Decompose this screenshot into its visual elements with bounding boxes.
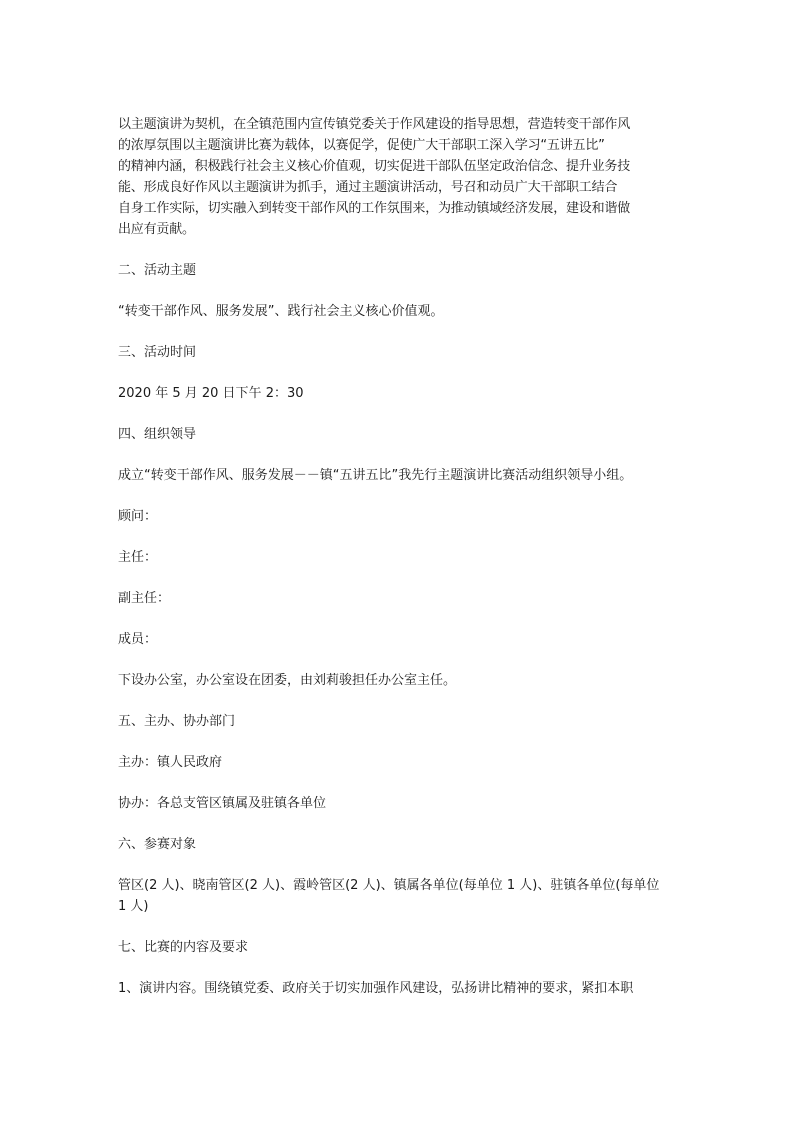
section-heading-departments: 五、主办、协办部门 bbox=[118, 714, 236, 729]
participants-line: 1 人) bbox=[118, 899, 149, 914]
cohost-text: 协办：各总支管区镇属及驻镇各单位 bbox=[118, 796, 327, 811]
members-label: 成员： bbox=[118, 632, 158, 647]
deputy-director-label: 副主任： bbox=[118, 591, 171, 606]
participants-line: 管区(2 人)、晓南管区(2 人)、霞岭管区(2 人)、镇属各单位(每单位 1 人)、驻镇各单位(每单位 bbox=[118, 878, 660, 893]
section-heading-content: 七、比赛的内容及要求 bbox=[118, 940, 249, 955]
intro-line: 的精神内涵，积极践行社会主义核心价值观，切实促进干部队伍坚定政治信念、提升业务技 bbox=[118, 159, 631, 174]
participants-text bbox=[118, 875, 678, 917]
intro-paragraph bbox=[118, 114, 678, 240]
intro-line: 以主题演讲为契机，在全镇范围内宣传镇党委关于作风建设的指导思想，营造转变干部作风 bbox=[118, 117, 631, 132]
adviser-label: 顾问： bbox=[118, 509, 158, 524]
office-note: 下设办公室，办公室设在团委，由刘莉骏担任办公室主任。 bbox=[118, 673, 457, 688]
director-label: 主任： bbox=[118, 550, 158, 565]
intro-line: 自身工作实际，切实融入到转变干部作风的工作氛围来，为推动镇域经济发展，建设和谐做 bbox=[118, 201, 631, 216]
intro-line: 的浓厚氛围以主题演讲比赛为载体，以赛促学，促使广大干部职工深入学习“五讲五比” bbox=[118, 138, 605, 153]
content-item-1: 1、演讲内容。围绕镇党委、政府关于切实加强作风建设，弘扬讲比精神的要求，紧扣本职 bbox=[118, 981, 634, 996]
section-heading-leadership: 四、组织领导 bbox=[118, 427, 197, 442]
section-heading-participants: 六、参赛对象 bbox=[118, 837, 197, 852]
document-page bbox=[118, 114, 678, 999]
section-heading-theme: 二、活动主题 bbox=[118, 263, 197, 278]
host-text: 主办：镇人民政府 bbox=[118, 755, 223, 770]
leadership-text: 成立“转变干部作风、服务发展－－镇“五讲五比”我先行主题演讲比赛活动组织领导小组。 bbox=[118, 468, 633, 483]
theme-text: “转变干部作风、服务发展”、践行社会主义核心价值观。 bbox=[118, 304, 444, 319]
intro-line: 能、形成良好作风以主题演讲为抓手，通过主题演讲活动，号召和动员广大干部职工结合 bbox=[118, 180, 618, 195]
intro-line: 出应有贡献。 bbox=[118, 222, 195, 237]
time-text: 2020 年 5 月 20 日下午 2：30 bbox=[118, 386, 304, 401]
section-heading-time: 三、活动时间 bbox=[118, 345, 197, 360]
